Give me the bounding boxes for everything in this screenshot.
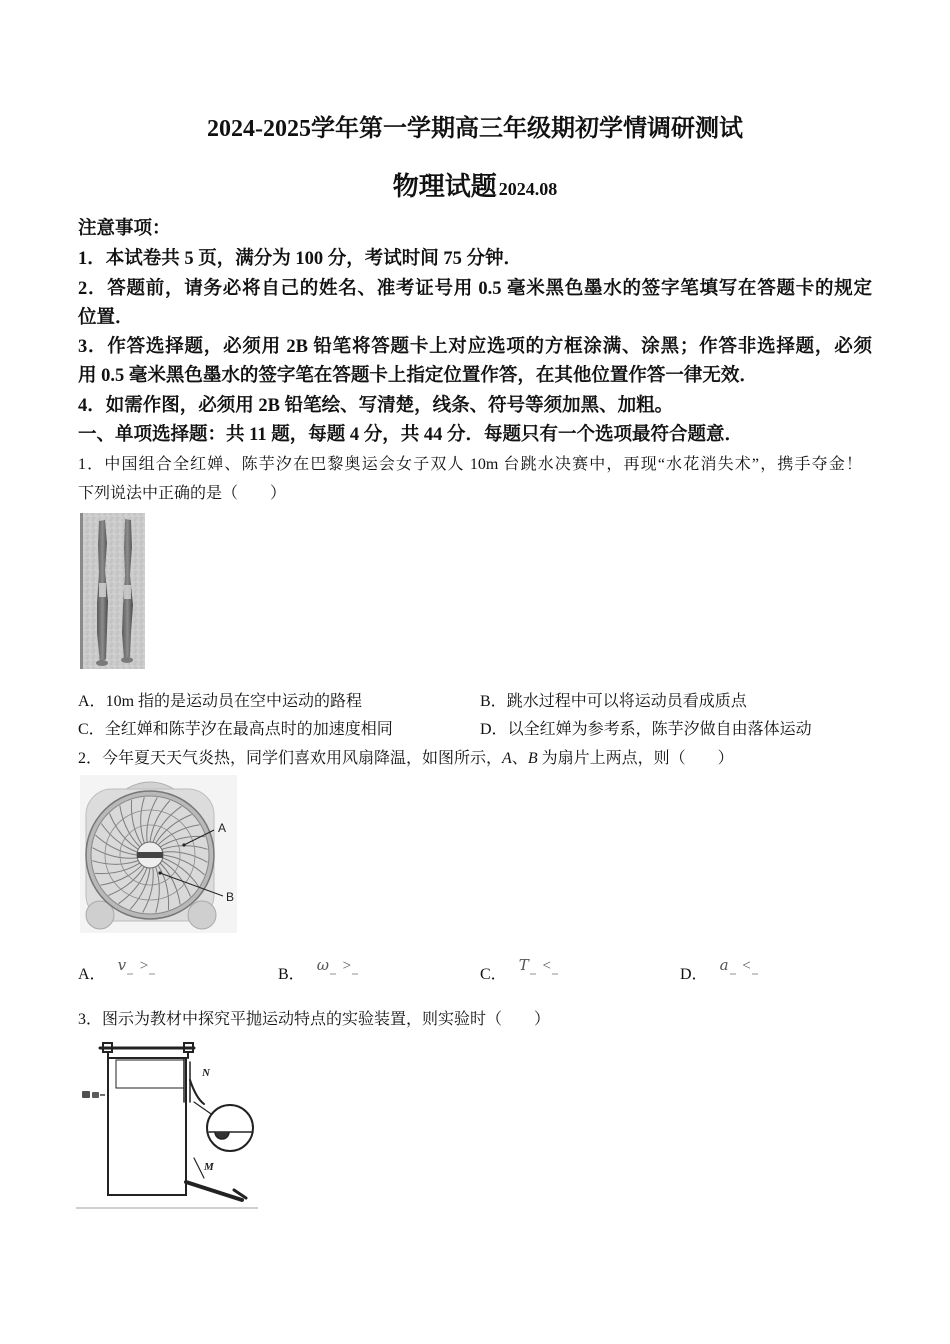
option-text: 全红婵和陈芋汐在最高点时的加速度相同 <box>104 721 393 738</box>
option-text: 跳水过程中可以将运动员看成质点 <box>506 693 747 710</box>
formula-operator: > <box>342 958 352 974</box>
option-label: B． <box>480 693 507 710</box>
exam-title: 2024-2025学年第一学期高三年级期初学情调研测试 <box>207 116 743 142</box>
subscript-mark <box>330 973 336 975</box>
fan-point-a <box>182 843 185 846</box>
notice-item-3: 3．作答选择题，必须用 2B 铅笔将答题卡上对应选项的方框涂满、涂黑；作答非选择题，必须 <box>78 337 872 357</box>
q1-divers-photo <box>80 513 145 669</box>
apparatus-chute <box>190 1080 204 1104</box>
diver-suit-left <box>99 583 106 597</box>
subscript-mark <box>752 973 758 975</box>
formula-operator: > <box>139 958 149 974</box>
option-label: A． <box>78 966 106 983</box>
option-text: 以全红婵为参考系，陈芋汐做自由落体运动 <box>507 721 812 738</box>
option-label: C． <box>480 966 507 983</box>
diver-shadow-right <box>121 657 133 663</box>
option-formula <box>118 958 159 974</box>
notice-heading: 注意事项： <box>78 219 171 239</box>
option-text: 10m 指的是运动员在空中运动的路程 <box>105 693 363 710</box>
q2-point-a: A <box>502 750 512 767</box>
q1-option-b <box>480 692 747 713</box>
exam-date: 2024.08 <box>498 179 558 199</box>
apparatus-blurred-label <box>82 1091 105 1098</box>
option-label: A． <box>78 693 106 710</box>
q2-stem <box>78 749 734 770</box>
subscript-mark <box>149 973 155 975</box>
formula-symbol: v <box>117 956 127 974</box>
q1-stem-line2: 下列说法中正确的是（ ） <box>78 485 287 502</box>
magnifier-ball <box>215 1132 229 1139</box>
diver-suit-right <box>124 585 131 599</box>
q2-option-c <box>480 956 561 986</box>
apparatus-label-m: M <box>204 1161 214 1173</box>
q3-stem: 3．图示为教材中探究平抛运动特点的实验装置，则实验时（ ） <box>78 1011 551 1028</box>
subscript-mark <box>127 973 133 975</box>
notice-item-1: 1．本试卷共 5 页，满分为 100 分，考试时间 75 分钟． <box>78 249 523 269</box>
option-formula <box>317 958 361 974</box>
subscript-mark <box>730 973 736 975</box>
q1-stem-line1: 1．中国组合全红婵、陈芋汐在巴黎奥运会女子双人 10m 台跳水决赛中，再现“水花消失术”，携手夺金！ <box>78 456 862 473</box>
fan-foot-right <box>188 901 216 929</box>
option-formula <box>720 958 761 974</box>
photo-edge <box>80 513 83 669</box>
option-label: B． <box>278 966 305 983</box>
notice-item-2-cont: 位置． <box>78 308 134 328</box>
option-formula <box>519 958 561 974</box>
notice-item-4: 4．如需作图，必须用 2B 铅笔绘、写清楚，线条、符号等须加黑、加粗。 <box>78 396 674 416</box>
formula-symbol: a <box>719 956 729 974</box>
q2-stem-suffix: 为扇片上两点，则（ ） <box>537 750 734 767</box>
q2-stem-prefix: 2．今年夏天天气炎热，同学们喜欢用风扇降温，如图所示， <box>78 750 503 767</box>
notice-item-3-cont: 用 0.5 毫米黑色墨水的签字笔在答题卡上指定位置作答，在其他位置作答一律无效． <box>78 366 758 386</box>
subject-name: 物理试题 <box>392 172 497 201</box>
subscript-mark <box>552 973 558 975</box>
fan-point-b <box>158 871 161 874</box>
formula-symbol: ω <box>316 956 329 974</box>
photo-background <box>80 513 145 669</box>
q2-option-b <box>278 956 361 986</box>
notice-item-2: 2．答题前，请务必将自己的姓名、准考证号用 0.5 毫米黑色墨水的签字笔填写在答题卡的规定 <box>78 279 872 299</box>
q1-option-d <box>480 720 812 741</box>
q2-stem-sep: 、 <box>511 750 528 767</box>
q3-apparatus-figure <box>76 1040 258 1212</box>
apparatus-board <box>108 1058 186 1195</box>
apparatus-m-pointer <box>194 1158 204 1178</box>
diver-shadow-left <box>96 660 108 666</box>
apparatus-magnifier <box>207 1105 253 1151</box>
q1-option-a <box>78 692 362 713</box>
q1-option-c <box>78 720 393 741</box>
option-label: C． <box>78 721 105 738</box>
apparatus-paper-top <box>116 1060 184 1088</box>
q2-option-a <box>78 956 158 986</box>
fan-label-b: B <box>226 890 235 904</box>
subscript-mark <box>530 973 536 975</box>
fan-logo-badge <box>137 852 163 858</box>
fan-label-a: A <box>218 821 227 835</box>
formula-symbol: T <box>518 956 529 974</box>
section-one-title: 一、单项选择题：共 11 题，每题 4 分，共 44 分．每题只有一个选项最符合题意． <box>78 425 743 445</box>
subscript-mark <box>352 973 358 975</box>
option-label: D． <box>680 966 708 983</box>
q2-point-b: B <box>527 750 538 767</box>
q2-option-d <box>680 956 761 986</box>
formula-operator: < <box>742 958 751 974</box>
formula-operator: < <box>542 958 551 974</box>
exam-subtitle <box>0 170 950 204</box>
q2-fan-figure <box>80 775 237 933</box>
option-label: D． <box>480 721 508 738</box>
apparatus-label-n: N <box>202 1067 210 1079</box>
